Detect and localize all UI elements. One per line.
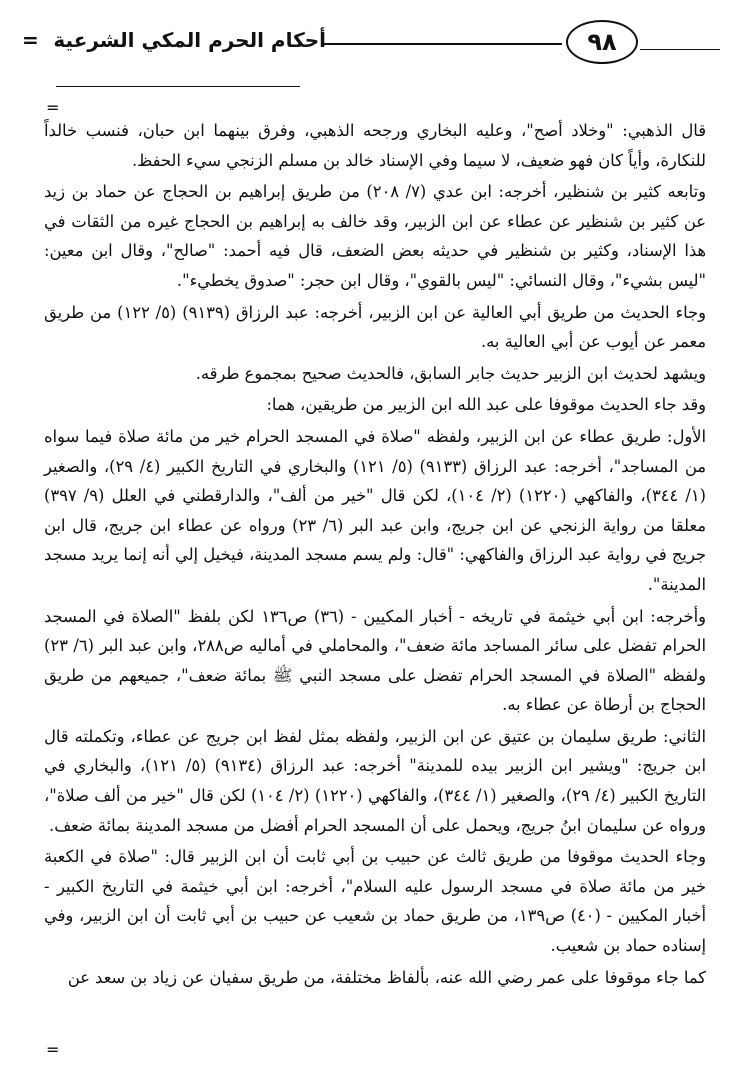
page-number-badge (566, 20, 638, 64)
page-header (0, 18, 736, 74)
paragraph: الأول: طريق عطاء عن ابن الزبير، ولفظه "صلاة في المسجد الحرام خير من مائة صلاة فيما سواه من المساجد"، أخرجه: عبد الرزاق (٩١٣٣) (٥/ ١٢١) والبخاري في التاريخ الكبير (٤/ ٢٩)، والصغير (١/ ٣٤٤)، والفاكهي (١٢٢٠) (٢/ ١٠٤)، لكن قال "خير من ألف"، والدارقطني في العلل (٩/ ٣٩٧) معلقا من رواية الزنجي عن ابن جريج، وابن عبد البر (٦/ ٢٣) ورواه عن عطاء ابن جريج، قال ابن جريج في رواية عبد الرزاق والفاكهي: "قال: ولم يسم مسجد المدينة، فيخيل إلي أنه إنما يريد مسجد المدينة". (44, 426, 706, 594)
footnote-separator (56, 86, 300, 87)
header-rule (322, 43, 562, 45)
footnote-body (44, 116, 706, 994)
paragraph: وقد جاء الحديث موقوفا على عبد الله ابن الزبير من طريقين، هما: (266, 395, 706, 415)
continuation-mark-top: = (46, 98, 60, 117)
paragraph: وجاء الحديث موقوفا من طريق ثالث عن حبيب بن أبي ثابت أن ابن الزبير قال: "صلاة في الكعبة خير من مائة صلاة في مسجد الرسول عليه السلام"، أخرجه: ابن أبي خيثمة في التاريخ الكبير - أخبار المكيين - (٤٠) ص١٣٩، من طريق حماد بن شعيب عن حبيب بن أبي ثابت أن ابن الزبير، وفي إسناده حماد بن شعيب. (44, 847, 706, 956)
paragraph: قال الذهبي: "وخلاد أصح"، وعليه البخاري ورجحه الذهبي، وفرق بينهما ابن حبان، فنسب خالداً للنكارة، وأياً كان فهو ضعيف، لا سيما وفي الإسناد خالد بن مسلم الزنجي سيء الحفظ. (44, 121, 706, 170)
paragraph: وجاء الحديث من طريق أبي العالية عن ابن الزبير، أخرجه: عبد الرزاق (٩١٣٩) (٥/ ١٢٢) من طريق معمر عن أيوب عن أبي العالية به. (44, 302, 706, 352)
header-rule-right (640, 49, 720, 50)
page-number: ٩٨ (587, 28, 617, 56)
paragraph: وأخرجه: ابن أبي خيثمة في تاريخه - أخبار المكيين - (٣٦) ص١٣٦ لكن بلفظ "الصلاة في المسجد الحرام تفضل على سائر المساجد مائة ضعف"، والمحاملي في أماليه ص٢٨٨، وابن عبد البر (٦/ ٢٣) ولفظه "الصلاة في المسجد الحرام تفضل على مسجد النبي ﷺ بمائة ضعف"، جميعهم من طريق الحجاج بن أرطاة عن عطاء به. (44, 606, 706, 715)
paragraph: كما جاء موقوفا على عمر رضي الله عنه، بألفاظ مختلفة، من طريق سفيان عن زياد بن سعد عن (67, 967, 706, 987)
paragraph: ويشهد لحديث ابن الزبير حديث جابر السابق، فالحديث صحيح بمجموع طرقه. (195, 363, 706, 383)
title-equals-mark: = (22, 28, 39, 52)
paragraph: وتابعه كثير بن شنظير، أخرجه: ابن عدي (٧/ ٢٠٨) من طريق إبراهيم بن الحجاج عن حماد بن زيد عن كثير بن شنظير عن عطاء عن ابن الزبير، وقد خالف به إبراهيم بن الحجاج غيره من الثقات في هذا الإسناد، وكثير بن شنظير في حديثه بعض الضعف، قال فيه أحمد: "صالح"، وقال ابن معين: "ليس بشيء"، وقال النسائي: "ليس بالقوي"، وقال ابن حجر: "صدوق يخطيء". (44, 182, 706, 290)
continuation-mark-bottom: = (46, 1040, 60, 1059)
running-title: أحكام الحرم المكي الشرعية (53, 28, 326, 52)
paragraph: الثاني: طريق سليمان بن عتيق عن ابن الزبير، ولفظه بمثل لفظ ابن جريج عن عطاء، وتكملته قال ابن جريج: "ويشير ابن الزبير بيده للمدينة" أخرجه: عبد الرزاق (٩١٣٤) (٥/ ١٢١)، والبخاري في التاريخ الكبير (٤/ ٢٩)، والصغير (١/ ٣٤٤)، والفاكهي (١٢٢٠) (٢/ ١٠٤) لكن قال "خير من ألف صلاة"، ورواه عن سليمان ابنُ جريج، ويحمل على أن المسجد الحرام أفضل من مسجد المدينة بمائة ضعف. (44, 726, 706, 835)
